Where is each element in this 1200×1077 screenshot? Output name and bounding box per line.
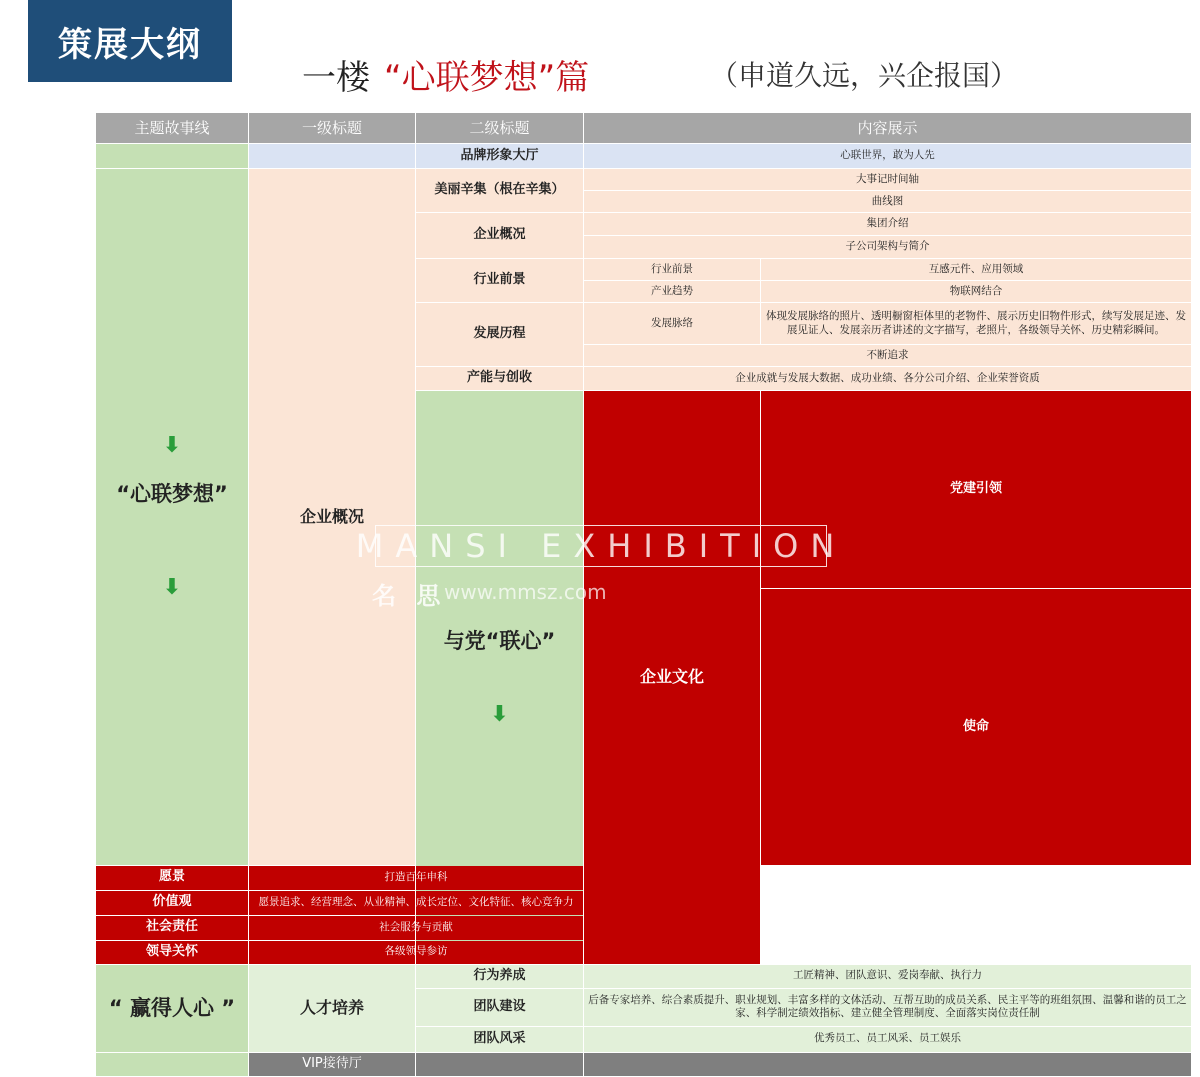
down-arrow-icon: ⬇ <box>162 574 182 600</box>
header-row <box>96 113 1192 144</box>
vip-level2-empty <box>416 1052 584 1076</box>
title-highlight: “心联梦想”篇 <box>384 58 590 98</box>
table-row <box>96 169 1192 191</box>
level2-gaikuang: 企业概况 <box>416 213 584 259</box>
page-title <box>302 50 589 99</box>
title-prefix: 一楼 <box>302 58 370 98</box>
content-pursuit: 不断追求 <box>584 345 1192 367</box>
level1-talent: 人才培养 <box>249 964 416 1052</box>
level2-culture-3: 价值观 <box>96 890 249 915</box>
story-cell-empty <box>96 144 249 169</box>
content-timeline: 大事记时间轴 <box>584 169 1192 191</box>
level2-culture-1: 使命 <box>761 588 1192 865</box>
sub-fazhan: 发展脉络 <box>584 303 761 345</box>
content-talent-0: 工匠精神、团队意识、爱岗奉献、执行力 <box>584 964 1192 988</box>
sub-hangye: 行业前景 <box>584 259 761 281</box>
header-story: 主题故事线 <box>96 113 249 144</box>
story-xinlian <box>96 169 249 866</box>
sub-trend: 产业趋势 <box>584 281 761 303</box>
level2-talent-2: 团队风采 <box>416 1026 584 1052</box>
story-label: 与党“联心” <box>443 629 556 654</box>
level2-fazhan: 发展历程 <box>416 303 584 367</box>
level2-channeng: 产能与创收 <box>416 367 584 391</box>
table-row <box>96 1052 1192 1076</box>
section-tag: 策展大纲 <box>28 0 232 82</box>
story-label: “心联梦想” <box>116 481 228 506</box>
content-talent-1: 后备专家培养、综合素质提升、职业规划、丰富多样的文体活动、互帮互助的成员关系、民主平等的班组氛围、温馨和谐的员工之家、科学制定绩效指标、建立健全管理制度、全面落实岗位责任制 <box>584 988 1192 1026</box>
header-level1: 一级标题 <box>249 113 416 144</box>
story-renxin <box>96 964 249 1052</box>
story-cell-empty <box>96 1052 249 1076</box>
down-arrow-icon: ⬇ <box>490 702 509 728</box>
watermark-url: www.mmsz.com <box>444 580 607 604</box>
content-hangye: 互感元件、应用领域 <box>761 259 1192 281</box>
content-talent-2: 优秀员工、员工风采、员工娱乐 <box>584 1026 1192 1052</box>
content-culture-5: 各级领导参访 <box>249 940 584 964</box>
header-level2: 二级标题 <box>416 113 584 144</box>
level2-culture-5: 领导关怀 <box>96 940 249 964</box>
content-culture-3: 愿景追求、经营理念、从业精神、成长定位、文化特征、核心竞争力 <box>249 890 584 915</box>
level1-gaikuang: 企业概况 <box>249 169 416 866</box>
level2-culture-0: 党建引领 <box>761 391 1192 589</box>
level2-culture-2: 愿景 <box>96 865 249 890</box>
level2-meili: 美丽辛集（根在辛集） <box>416 169 584 213</box>
content-trend: 物联网结合 <box>761 281 1192 303</box>
content-fazhan: 体现发展脉络的照片、透明橱窗柜体里的老物件、展示历史旧物件形式，续写发展足迹、发展见证人、发展亲历者讲述的文字描写，老照片，各级领导关怀、历史精彩瞬间。 <box>761 303 1192 345</box>
content-subsidiary: 子公司架构与简介 <box>584 236 1192 259</box>
watermark-cn: 名 思 <box>372 582 447 610</box>
page-subtitle: （申道久远，兴企报国） <box>710 59 1019 92</box>
level2-hangye: 行业前景 <box>416 259 584 303</box>
content-curve: 曲线图 <box>584 191 1192 213</box>
content-culture-2: 打造百年申科 <box>249 865 584 890</box>
watermark-logo: MANSI EXHIBITION <box>355 527 847 565</box>
level2-talent-1: 团队建设 <box>416 988 584 1026</box>
level1-cell-empty <box>249 144 416 169</box>
level2-culture-4: 社会责任 <box>96 915 249 940</box>
level2-talent-0: 行为养成 <box>416 964 584 988</box>
curation-outline-table <box>95 112 1192 1077</box>
level1-culture: 企业文化 <box>584 391 761 965</box>
content-channeng: 企业成就与发展大数据、成功业绩、各分公司介绍、企业荣誉资质 <box>584 367 1192 391</box>
content-culture-4: 社会服务与贡献 <box>249 915 584 940</box>
story-label: “ 赢得人心 ” <box>108 995 236 1020</box>
table-row <box>96 144 1192 169</box>
vip-content-empty <box>584 1052 1192 1076</box>
down-arrow-icon: ⬇ <box>162 432 182 458</box>
content-brand-hall: 心联世界，敢为人先 <box>584 144 1192 169</box>
vip-room: VIP接待厅 <box>249 1052 416 1076</box>
table-row <box>96 964 1192 988</box>
level2-brand-hall: 品牌形象大厅 <box>416 144 584 169</box>
content-group-intro: 集团介绍 <box>584 213 1192 236</box>
header-content: 内容展示 <box>584 113 1192 144</box>
